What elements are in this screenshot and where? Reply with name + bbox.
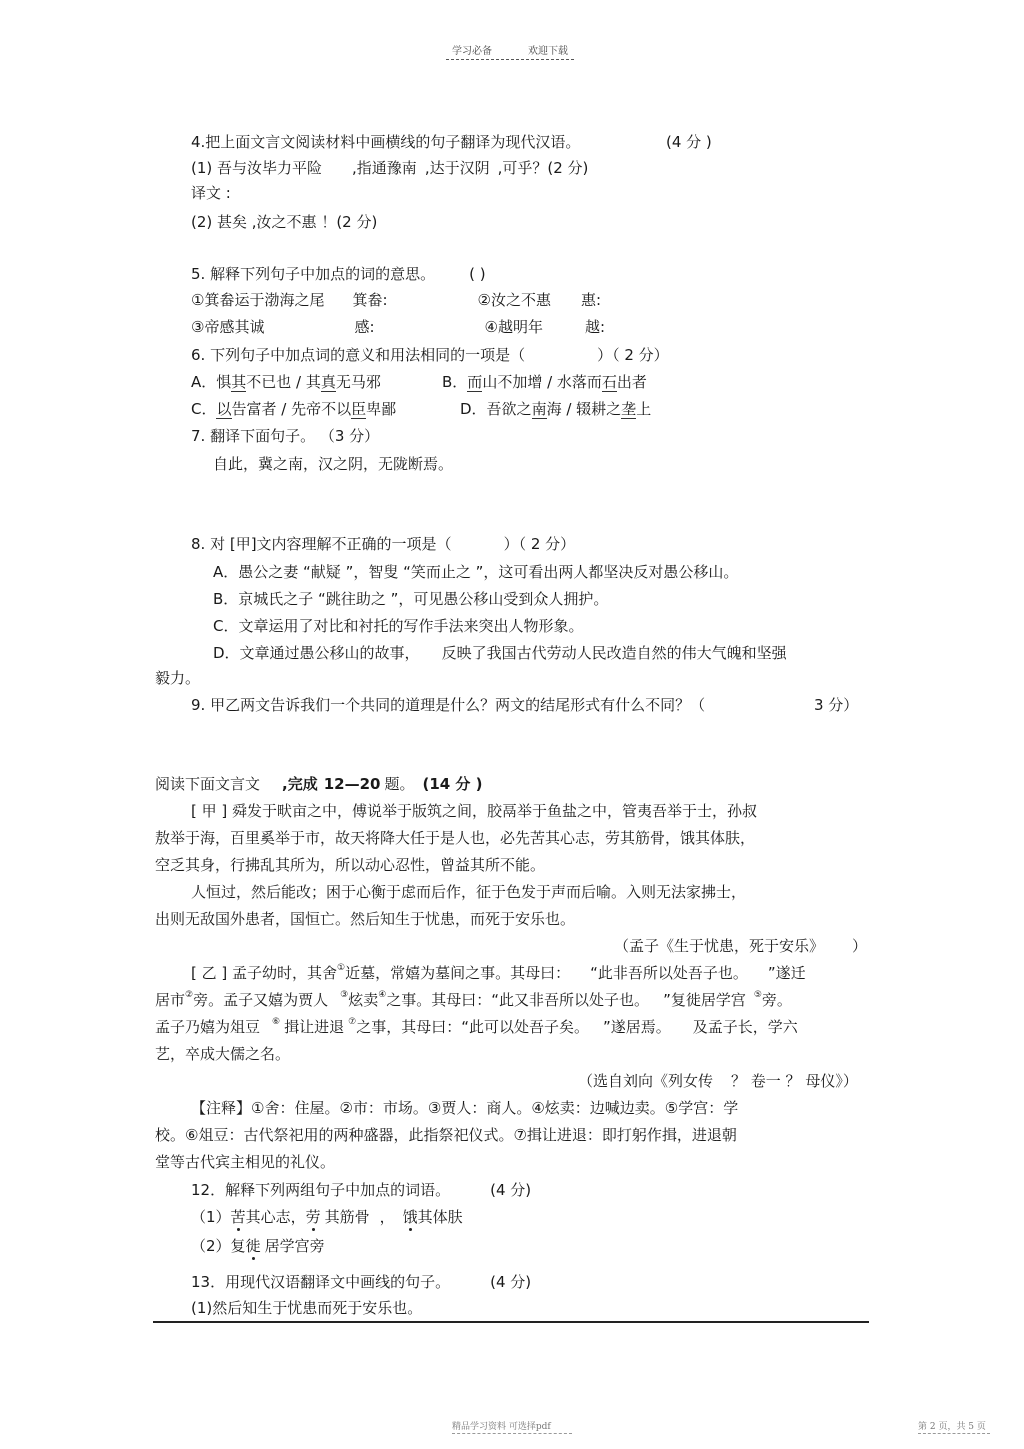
q8-option-b: B．京城氏之子 “跳往助之 ”，可见愚公移山受到众人拥护。: [213, 590, 609, 608]
q7-title: 7. 翻译下面句子。 （3 分）: [191, 427, 380, 445]
passage-yi-line-3: 孟子乃嬉为俎豆 ⑥ 揖让进退 ⑦之事，其母曰：“此可以处吾子矣。 ”遂居焉。 及孟子长，学六: [155, 1017, 798, 1036]
header-rule: [446, 59, 574, 60]
q9-title: 9. 甲乙两文告诉我们一个共同的道理是什么？两文的结尾形式有什么不同？（: [191, 696, 706, 714]
q13-sentence-1: (1)然后知生于忧患而死于安乐也。: [191, 1299, 423, 1317]
q7-text: 自此，冀之南，汉之阴，无陇断焉。: [213, 455, 454, 473]
passage-jia-line-1: [ 甲 ] 舜发于畎亩之中，傅说举于版筑之间，胶鬲举于鱼盐之中，管夷吾举于士，孙叔: [191, 802, 758, 820]
q6-option-a: A．惧其不已也 / 其真无马邪: [191, 373, 381, 391]
passage-yi-line-1: [ 乙 ] 孟子幼时，其舍①近墓，常嬉为墓间之事。其母曰： “此非吾所以处吾子也。 ”遂迁: [191, 963, 806, 982]
passage-jia-line-4: 人恒过，然后能改；困于心衡于虑而后作，征于色发于声而后喻。入则无法家拂士，: [191, 883, 747, 901]
passage-jia-source: （孟子《生于忧患，死于安乐》 ）: [614, 937, 868, 955]
q13-title: 13．用现代汉语翻译文中画线的句子。 (4 分): [191, 1273, 532, 1291]
q4-sentence-2: (2) 甚矣 ,汝之不惠 ！(2 分): [191, 213, 378, 231]
q8-title: 8. 对 [甲]文内容理解不正确的一项是（ ）（ 2 分）: [191, 535, 576, 553]
passage-note-line-2: 校。⑥俎豆：古代祭祀用的两种盛器，此指祭祀仪式。⑦揖让进退：即打躬作揖，进退朝: [155, 1126, 737, 1144]
passage-yi-line-2: 居市②旁。孟子又嬉为贾人 ③炫卖④之事。其母曰：“此又非吾所以处子也。 ”复徙居学宫 ⑤旁。: [155, 990, 792, 1009]
passage-jia-line-5: 出则无敌国外患者，国恒亡。然后知生于忧患，而死于安乐也。: [155, 910, 576, 928]
passage-note-line-1: 【注释】①舍：住屋。②市：市场。③贾人：商人。④炫卖：边喊边卖。⑤学宫：学: [191, 1099, 739, 1117]
q8-option-a: A．愚公之妻 “献疑 ”，智叟 “笑而止之 ”，这可看出两人都坚决反对愚公移山。: [213, 563, 739, 581]
q6-option-d: D．吾欲之南海 / 辍耕之垄上: [460, 400, 652, 418]
passage-intro: 阅读下面文言文 ,完成 12—20 题。 (14 分 ): [155, 775, 483, 793]
q12-title: 12．解释下列两组句子中加点的词语。 (4 分): [191, 1181, 532, 1199]
passage-note-line-3: 堂等古代宾主相见的礼仪。: [155, 1153, 336, 1171]
footer-left: 精品学习资料 可选择pdf: [452, 1422, 551, 1432]
footer-page-number: 第 2 页，共 5 页: [918, 1422, 986, 1432]
q12-line-2: （2）复徙 居学宫旁: [191, 1237, 325, 1255]
footer-right-rule: [918, 1433, 990, 1434]
q5-title: 5. 解释下列句子中加点的词的意思。 ( ): [191, 265, 486, 283]
q8-option-d: D．文章通过愚公移山的故事， 反映了我国古代劳动人民改造自然的伟大气魄和坚强: [213, 644, 787, 662]
q6-option-c: C．以告富者 / 先帝不以臣卑鄙: [191, 400, 397, 418]
passage-jia-line-3: 空乏其身，行拂乱其所为，所以动心忍性，曾益其所不能。: [155, 856, 546, 874]
q8-option-d-cont: 毅力。: [155, 669, 201, 687]
header-right: 欢迎下载: [528, 46, 568, 57]
q5-row-1: ①箕畚运于渤海之尾 箕畚: ②汝之不惠 惠:: [191, 291, 602, 309]
passage-jia-line-2: 敖举于海，百里奚举于市，故天将降大任于是人也，必先苦其心志，劳其筋骨，饿其体肤，: [155, 829, 756, 847]
q9-score: 3 分）: [814, 696, 859, 714]
footer-left-rule: [452, 1433, 572, 1434]
q4-sentence-1: (1) 吾与汝毕力平险 ,指通豫南 ,达于汉阴 ,可乎？(2 分): [191, 159, 589, 177]
q6-title: 6. 下列句子中加点词的意义和用法相同的一项是（ ）（ 2 分）: [191, 346, 669, 364]
q12-line-1: （1）苦其心志，劳 其筋骨 ， 饿其体肤: [191, 1208, 463, 1226]
passage-yi-source: （选自刘向《列女传 ？ 卷一 ？ 母仪》）: [578, 1072, 858, 1090]
passage-yi-line-4: 艺，卒成大儒之名。: [155, 1045, 291, 1063]
q5-row-2: ③帝感其诚 感: ④越明年 越:: [191, 318, 606, 336]
q8-option-c: C．文章运用了对比和衬托的写作手法来突出人物形象。: [213, 617, 584, 635]
q4-title: 4.把上面文言文阅读材料中画横线的句子翻译为现代汉语。: [191, 133, 581, 151]
header-left: 学习必备: [452, 46, 492, 57]
q6-option-b: B．而山不加增 / 水落而石出者: [442, 373, 647, 391]
q4-yiwen-label: 译文 :: [191, 184, 231, 202]
bottom-rule: [153, 1321, 869, 1323]
page-header: [446, 42, 574, 57]
q4-score: (4 分 ): [666, 133, 712, 151]
